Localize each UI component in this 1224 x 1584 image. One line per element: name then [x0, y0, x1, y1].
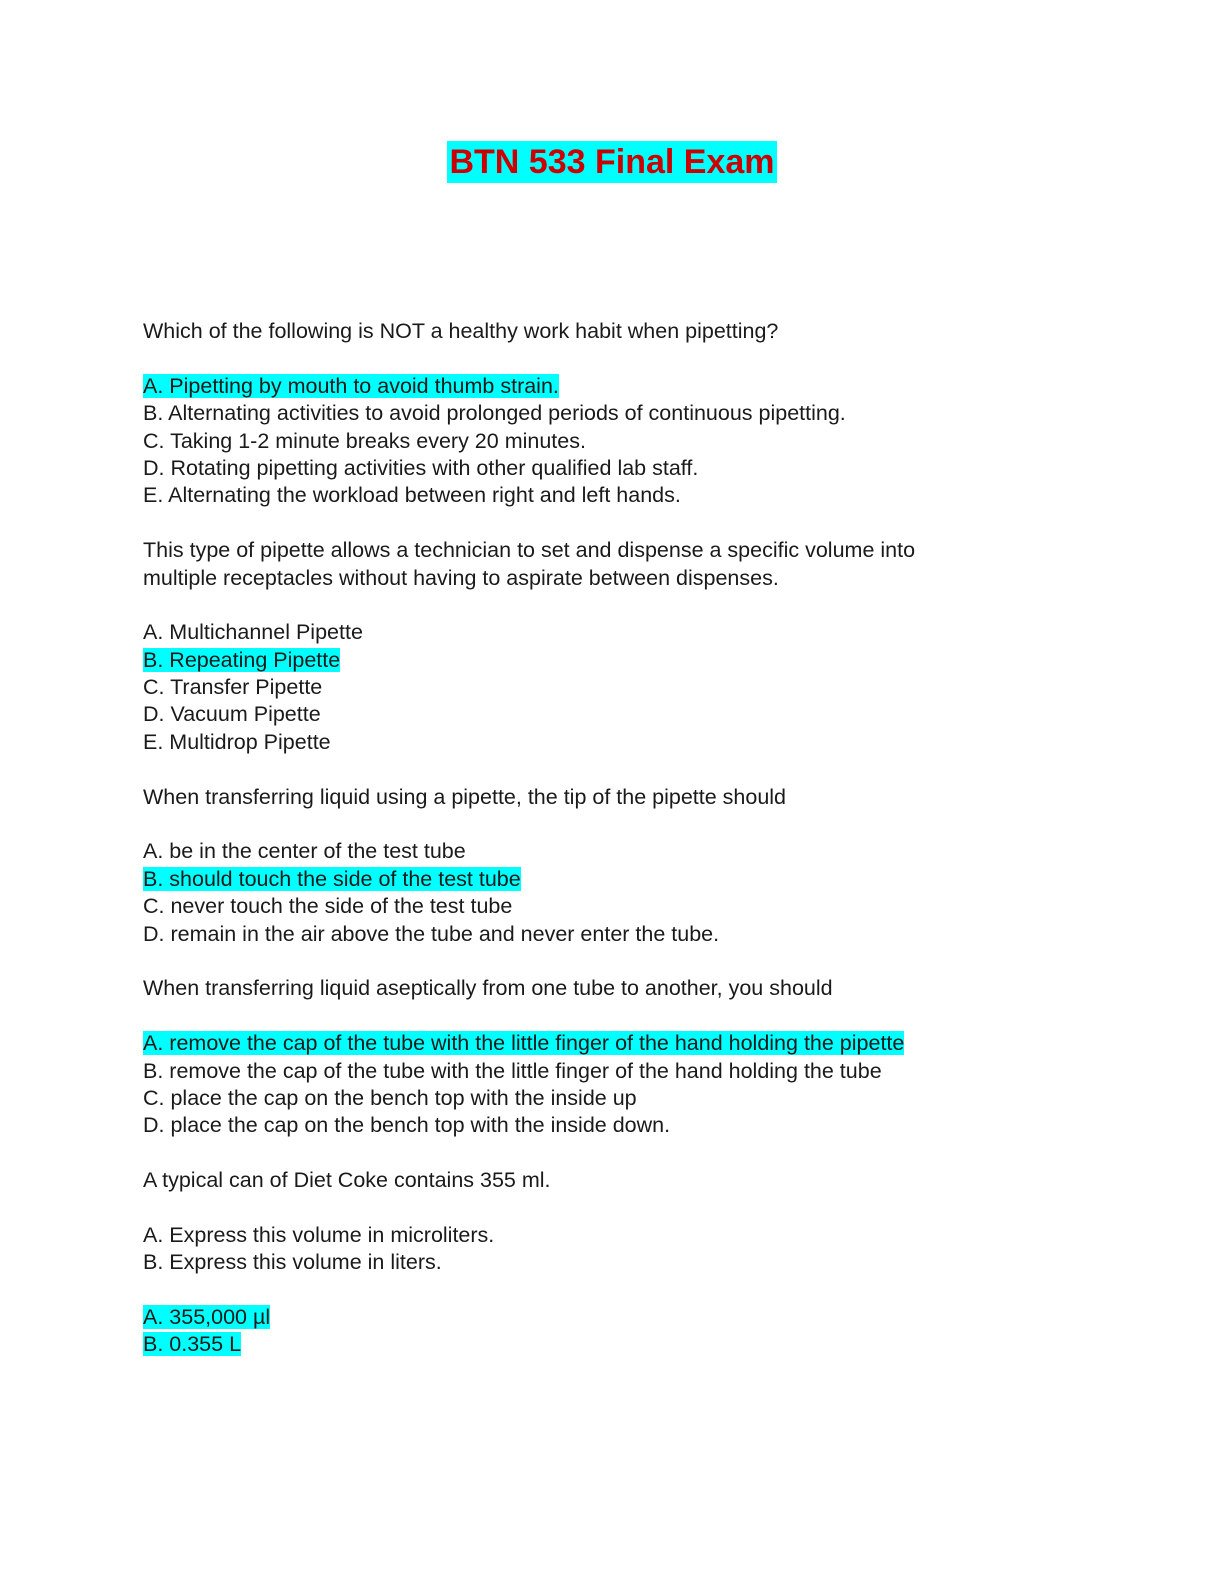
highlighted-answer-line [143, 1030, 1043, 1057]
text-line [143, 674, 1043, 701]
highlighted-answer-line [143, 647, 1043, 674]
blank-line [143, 1195, 1043, 1222]
blank-line [143, 948, 1043, 975]
text-line [143, 400, 1043, 427]
line-text: A. 355,000 µl [143, 1305, 271, 1330]
line-text: When transferring liquid aseptically from one tube to another, you should [143, 976, 833, 1001]
line-text: D. Rotating pipetting activities with other qualified lab staff. [143, 455, 699, 480]
line-text: B. 0.355 L [143, 1332, 242, 1357]
text-line [143, 975, 1043, 1002]
blank-line [143, 510, 1043, 537]
blank-line [143, 592, 1043, 619]
line-text: A. be in the center of the test tube [143, 839, 466, 864]
text-line [143, 921, 1043, 948]
blank-line [143, 345, 1043, 372]
text-line [143, 537, 1043, 564]
text-line [143, 428, 1043, 455]
line-text: E. Multidrop Pipette [143, 729, 331, 754]
text-line [143, 893, 1043, 920]
text-line [143, 565, 1043, 592]
document-title: BTN 533 Final Exam [449, 143, 775, 181]
line-text: C. never touch the side of the test tube [143, 894, 513, 919]
line-text: B. Repeating Pipette [143, 647, 341, 672]
line-text: A typical can of Diet Coke contains 355 ml. [143, 1168, 551, 1193]
line-text: C. Transfer Pipette [143, 675, 323, 700]
text-line [143, 838, 1043, 865]
blank-line [143, 1003, 1043, 1030]
line-text: multiple receptacles without having to aspirate between dispenses. [143, 565, 779, 590]
line-text: Which of the following is NOT a healthy work habit when pipetting? [143, 319, 779, 343]
line-text: D. Vacuum Pipette [143, 702, 321, 727]
line-text: D. remain in the air above the tube and never enter the tube. [143, 921, 720, 946]
line-text: B. Express this volume in liters. [143, 1250, 442, 1275]
line-text: C. place the cap on the bench top with the inside up [143, 1085, 637, 1110]
blank-line [143, 811, 1043, 838]
text-line [143, 1085, 1043, 1112]
text-line [143, 729, 1043, 756]
text-line [143, 784, 1043, 811]
blank-line [143, 1140, 1043, 1167]
line-text: A. Pipetting by mouth to avoid thumb strain. [143, 373, 559, 398]
text-line [143, 619, 1043, 646]
line-text: When transferring liquid using a pipette, the tip of the pipette should [143, 784, 787, 809]
title-row [0, 141, 1224, 183]
line-text: C. Taking 1-2 minute breaks every 20 minutes. [143, 428, 586, 453]
highlighted-answer-line [143, 1331, 1043, 1358]
line-text: D. place the cap on the bench top with the inside down. [143, 1113, 671, 1138]
line-text: A. Multichannel Pipette [143, 620, 363, 645]
line-text: This type of pipette allows a technician to set and dispense a specific volume into [143, 538, 916, 563]
text-line [143, 1167, 1043, 1194]
document-body [143, 318, 1043, 1359]
highlighted-answer-line [143, 866, 1043, 893]
line-text: A. Express this volume in microliters. [143, 1222, 495, 1247]
blank-line [143, 756, 1043, 783]
text-line [143, 1112, 1043, 1139]
line-text: A. remove the cap of the tube with the little finger of the hand holding the pipette [143, 1031, 905, 1056]
text-line [143, 1222, 1043, 1249]
text-line [143, 482, 1043, 509]
highlighted-answer-line [143, 1304, 1043, 1331]
text-line [143, 318, 1043, 345]
highlighted-answer-line [143, 373, 1043, 400]
line-text: B. remove the cap of the tube with the little finger of the hand holding the tube [143, 1058, 882, 1083]
text-line [143, 455, 1043, 482]
blank-line [143, 1277, 1043, 1304]
line-text: E. Alternating the workload between right and left hands. [143, 483, 681, 508]
text-line [143, 1058, 1043, 1085]
text-line [143, 1249, 1043, 1276]
line-text: B. Alternating activities to avoid prolonged periods of continuous pipetting. [143, 401, 846, 426]
text-line [143, 701, 1043, 728]
line-text: B. should touch the side of the test tube [143, 866, 521, 891]
